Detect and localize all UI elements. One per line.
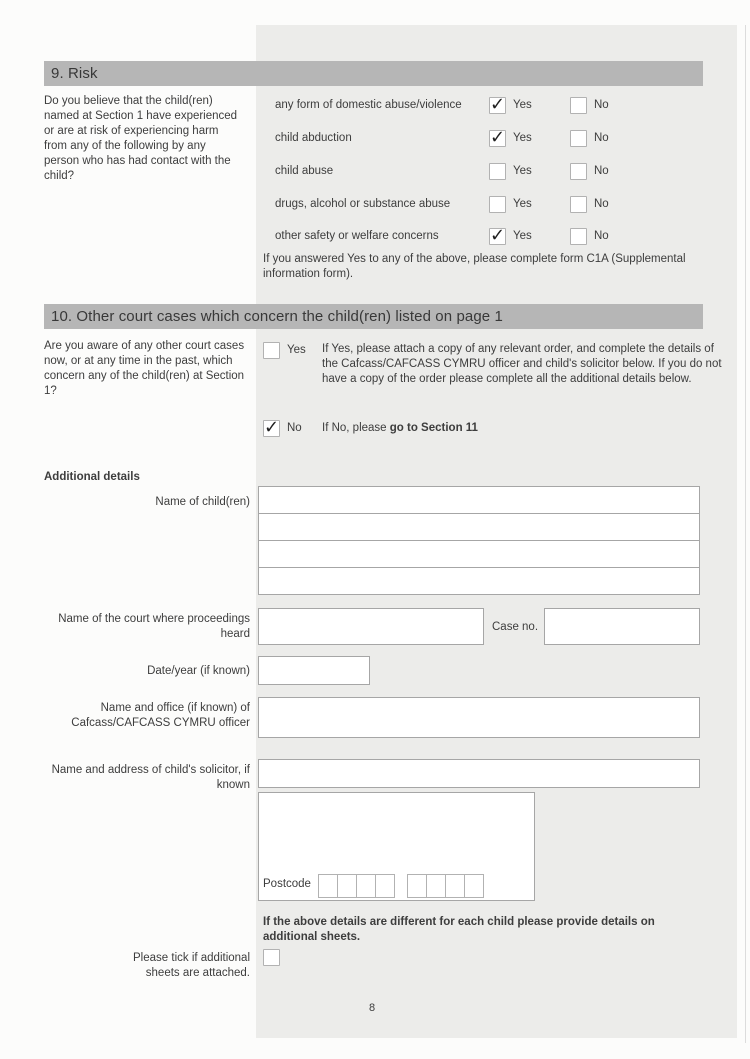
no-checkbox[interactable] (570, 228, 587, 245)
additional-details-heading: Additional details (44, 471, 140, 483)
postcode-cell[interactable] (407, 874, 427, 898)
section9-title: 9. Risk (51, 64, 98, 82)
postcode-cell[interactable] (426, 874, 446, 898)
case-no-label: Case no. (492, 621, 539, 633)
court-name-input[interactable] (258, 608, 484, 645)
no-label: No (594, 230, 609, 242)
risk-row-other-concerns (263, 229, 728, 247)
solicitor-label: Name and address of child's solicitor, if known (51, 764, 250, 791)
child-name-input-row-3[interactable] (258, 540, 700, 568)
no-label: No (594, 99, 609, 111)
yes-label: Yes (513, 99, 532, 111)
yes-label: Yes (513, 198, 532, 210)
no-instruction-prefix: If No, please (322, 422, 390, 434)
no-instruction-goto: go to Section 11 (389, 422, 478, 434)
risk-row-domestic-abuse (263, 98, 728, 116)
child-name-input-row-1[interactable] (258, 486, 700, 514)
yes-checkbox[interactable] (489, 228, 506, 245)
yes-label: Yes (513, 132, 532, 144)
yes-checkbox[interactable] (489, 130, 506, 147)
children-name-label: Name of child(ren) (155, 496, 250, 508)
court-name-label: Name of the court where proceedings heard (58, 613, 250, 640)
date-year-input[interactable] (258, 656, 370, 685)
postcode-cell[interactable] (464, 874, 484, 898)
section9-note: If you answered Yes to any of the above, please complete form C1A (Supplemental information form). (263, 253, 686, 280)
no-checkbox[interactable] (570, 130, 587, 147)
risk-item-label: drugs, alcohol or substance abuse (275, 198, 451, 210)
postcode-cell[interactable] (337, 874, 357, 898)
yes-instruction: If Yes, please attach a copy of any relevant order, and complete the details of the Cafcass/CAFCASS CYMRU officer and child's solicitor below. If you do not have a copy of the order please complete all the additional details below. (322, 343, 722, 385)
section10-title: 10. Other court cases which concern the child(ren) listed on page 1 (51, 307, 503, 325)
no-label: No (594, 132, 609, 144)
additional-sheets-checkbox[interactable] (263, 949, 280, 966)
no-label: No (594, 198, 609, 210)
solicitor-name-input[interactable] (258, 759, 700, 788)
additional-sheets-label: Please tick if additional sheets are attached. (133, 952, 250, 979)
postcode-cell[interactable] (445, 874, 465, 898)
no-label: No (287, 422, 302, 434)
child-name-input-row-2[interactable] (258, 513, 700, 541)
no-label: No (594, 165, 609, 177)
risk-row-child-abduction (263, 131, 728, 149)
postcode-outward-cells (318, 874, 395, 898)
yes-checkbox[interactable] (489, 97, 506, 114)
page-number: 8 (368, 1002, 376, 1014)
section9-header-bar (44, 61, 703, 86)
no-checkbox[interactable] (570, 163, 587, 180)
risk-item-label: child abuse (275, 165, 334, 177)
section10-header-bar (44, 304, 703, 329)
no-instruction (322, 421, 730, 436)
page-edge-line (745, 25, 746, 1043)
date-year-label: Date/year (if known) (147, 665, 250, 677)
other-cases-no-checkbox[interactable] (263, 420, 280, 437)
risk-item-label: any form of domestic abuse/violence (275, 99, 462, 111)
section10-question: Are you aware of any other court cases now, or at any time in the past, which concern any of the child(ren) at Section 1? (44, 340, 245, 397)
yes-label: Yes (287, 344, 306, 356)
postcode-inward-cells (407, 874, 484, 898)
risk-row-child-abuse (263, 164, 728, 182)
postcode-cell[interactable] (318, 874, 338, 898)
risk-row-substance-abuse (263, 197, 728, 215)
yes-label: Yes (513, 165, 532, 177)
risk-item-label: child abduction (275, 132, 352, 144)
postcode-label: Postcode (263, 878, 311, 890)
risk-item-label: other safety or welfare concerns (275, 230, 439, 242)
different-details-note: If the above details are different for each child please provide details on additional sheets. (263, 916, 655, 943)
other-cases-yes-checkbox[interactable] (263, 342, 280, 359)
cafcass-officer-label: Name and office (if known) of Cafcass/CAFCASS CYMRU officer (71, 702, 250, 729)
section9-question: Do you believe that the child(ren) named at Section 1 have experienced or are at risk of experiencing harm from any of the following by any person who has had contact with the child? (44, 95, 238, 182)
child-name-input-row-4[interactable] (258, 567, 700, 595)
no-checkbox[interactable] (570, 97, 587, 114)
postcode-cell[interactable] (375, 874, 395, 898)
cafcass-officer-input[interactable] (258, 697, 700, 738)
yes-checkbox[interactable] (489, 196, 506, 213)
postcode-cell[interactable] (356, 874, 376, 898)
no-checkbox[interactable] (570, 196, 587, 213)
yes-checkbox[interactable] (489, 163, 506, 180)
yes-label: Yes (513, 230, 532, 242)
children-name-inputs (258, 486, 700, 595)
case-no-input[interactable] (544, 608, 700, 645)
